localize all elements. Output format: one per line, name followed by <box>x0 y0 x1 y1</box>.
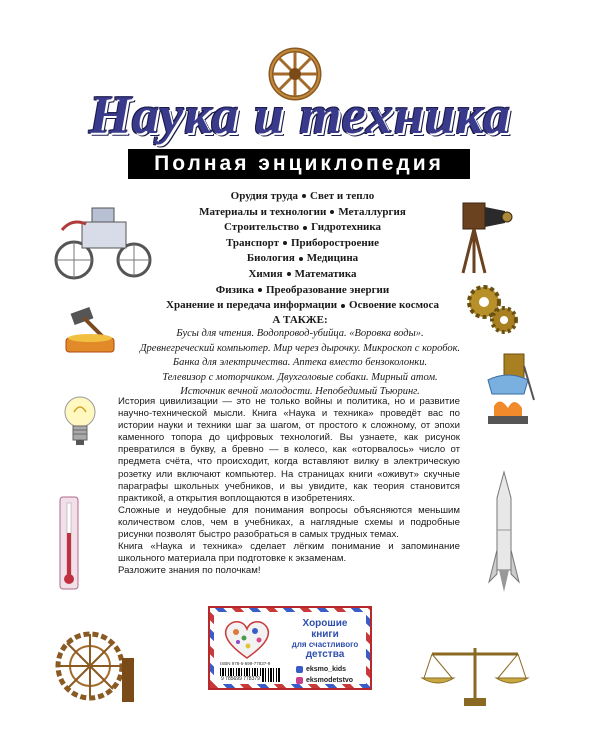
topic-item: Биология <box>246 252 295 265</box>
thermometer-illustration <box>56 495 82 591</box>
also-section <box>120 313 480 399</box>
vk-icon <box>296 666 303 673</box>
description-paragraph: Книга «Наука и техника» сделает лёгким понимание и запоминание школьного материала при подготовке к экзаменам. <box>118 541 460 565</box>
bullet-icon <box>303 226 307 230</box>
bullet-icon <box>299 257 303 261</box>
vintage-car-illustration <box>52 200 152 282</box>
topic-row <box>160 220 445 236</box>
also-line: Телевизор с моторчиком. Двухголовые собаки. Мирный атом. <box>162 371 438 383</box>
topic-item: Физика <box>215 283 254 296</box>
topics-list <box>160 189 445 314</box>
topic-row <box>160 236 445 252</box>
description-text <box>118 396 460 577</box>
topic-item: Преобразование энергии <box>265 283 390 296</box>
publisher-label <box>208 606 372 690</box>
old-camera-illustration <box>455 195 515 275</box>
topic-row <box>160 205 445 221</box>
topic-row <box>160 298 445 314</box>
instagram-icon <box>296 677 303 684</box>
topic-row <box>160 189 445 205</box>
slogan-line: для счастливого <box>291 640 359 649</box>
topic-item: Свет и тепло <box>310 190 375 202</box>
bullet-icon <box>287 272 291 276</box>
description-paragraph: Разложите знания по полочкам! <box>118 565 261 577</box>
bullet-icon <box>302 194 306 198</box>
balance-scale-illustration <box>420 640 530 708</box>
bullet-icon <box>283 241 287 245</box>
also-line: Бусы для чтения. Водопровод-убийца. «Воровка воды». <box>176 328 424 340</box>
topic-item: Орудия труда <box>230 190 298 202</box>
gears-illustration <box>462 278 522 338</box>
topic-row <box>160 283 445 299</box>
distillation-illustration <box>478 350 538 430</box>
water-wheel-illustration <box>50 628 136 708</box>
bullet-icon <box>330 210 334 214</box>
book-title: Наука и техника <box>89 85 511 145</box>
publisher-label-inner <box>214 612 366 684</box>
topic-item: Медицина <box>306 252 359 265</box>
social-tag-label: eksmo_kids <box>306 666 347 673</box>
also-line: Банка для электричества. Аптека вместо бензоколонки. <box>172 357 428 369</box>
social-tag <box>296 664 353 675</box>
slogan <box>290 618 360 660</box>
isbn-text: ISBN 978-5-699-77837-9 <box>220 661 271 666</box>
also-heading: А ТАКЖЕ: <box>272 314 328 326</box>
description-paragraph: История цивилизации — это не только войны и политика, но и развитие научно-технической мысли. Книга «Наука и техника» проведёт вас по истории науки и техники шаг за шагом, от простого к сложному, от эпохи каменного топора до цифровых технологий. Вы узнаете, как рисунок превратился в букву, а бревно — в колесо, как «оторвалось» число от предмета счёта, что происходит, когда вставляют вилку в электрическую розетку или включают компьютер. На страницах книги «оживут» скучные параграфы школьных учебников, и вы увидите, как теория становится практикой, а открытия воплощаются в изобретениях. <box>118 396 460 504</box>
topic-item: Освоение космоса <box>349 299 439 312</box>
social-tag <box>296 675 353 686</box>
topic-item: Приборостроение <box>291 236 379 249</box>
social-tags <box>296 664 353 686</box>
bullet-icon <box>341 304 345 308</box>
anvil-hammer-illustration <box>62 306 120 356</box>
topic-item: Математика <box>294 267 357 280</box>
book-subtitle: Полная энциклопедия <box>128 149 470 179</box>
topic-item: Металлургия <box>338 205 406 218</box>
topic-item: Химия <box>248 267 283 280</box>
barcode-number: 9 785699 778379 <box>221 676 260 682</box>
also-line: Источник вечной молодости. Непобедимый Тьюринг. <box>180 386 420 398</box>
light-bulb-illustration <box>60 392 100 452</box>
heart-logo-icon <box>222 618 272 660</box>
description-paragraph: Сложные и неудобные для понимания вопросы объясняются меньшим количеством слов, чем в учебниках, а наглядные схемы и подробные рисунки позволят быстро разобраться в самых трудных темах. <box>118 504 460 541</box>
topic-row <box>160 251 445 267</box>
topic-item: Транспорт <box>226 236 279 249</box>
slogan-line: детства <box>305 649 345 660</box>
social-tag-label: eksmodetstvo <box>306 677 354 684</box>
topic-item: Хранение и передача информации <box>166 299 338 312</box>
topic-row <box>160 267 445 283</box>
bullet-icon <box>258 288 262 292</box>
also-line: Древнегреческий компьютер. Мир через дырочку. Микроскоп с коробок. <box>139 342 461 354</box>
topic-item: Материалы и технологии <box>199 205 327 218</box>
slogan-line: Хорошие <box>302 618 348 629</box>
topic-item: Гидротехника <box>311 221 382 234</box>
rocket-illustration <box>487 470 521 596</box>
slogan-line: книги <box>311 629 339 640</box>
topic-item: Строительство <box>223 221 300 234</box>
